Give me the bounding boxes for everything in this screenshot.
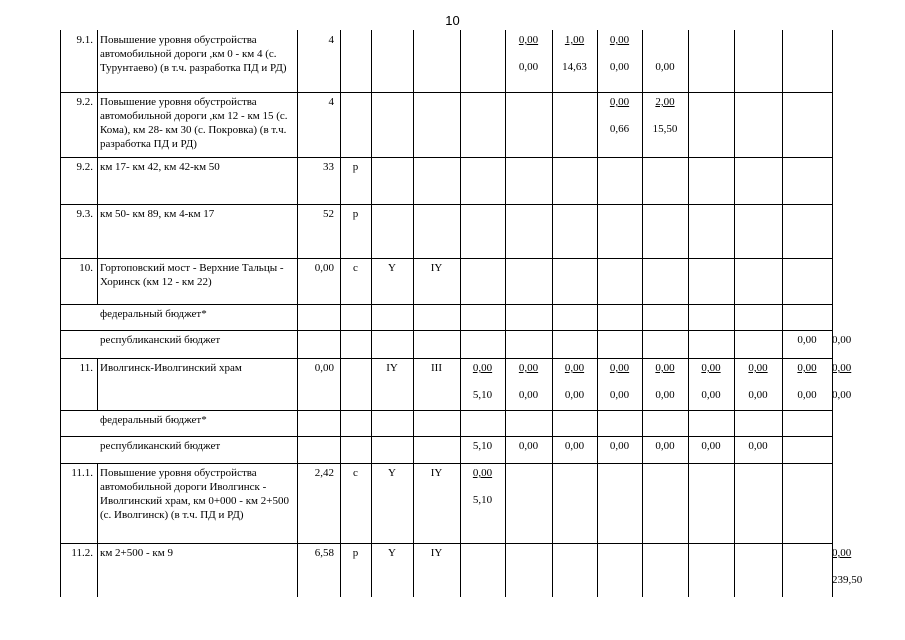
row-length: 52 [323, 208, 334, 220]
value-cell: 15,50 [652, 123, 678, 135]
row-category-from: Y [388, 547, 396, 559]
row-category-to: IY [430, 467, 443, 479]
value-cell: 0,00 [609, 440, 630, 452]
value-cell: 0,00 [655, 61, 675, 73]
row-category-to: IY [430, 262, 443, 274]
row-surface-type: р [352, 547, 359, 559]
row-name: км 50- км 89, км 4-км 17 [100, 208, 215, 220]
row-number: 9.2. [76, 161, 93, 173]
row-number: 11.2. [71, 547, 93, 559]
value-cell: 0,00 [655, 362, 675, 374]
value-cell: 0,00 [655, 389, 675, 401]
value-cell: 0,00 [701, 440, 721, 452]
row-length: 0,00 [314, 362, 334, 374]
value-cell: 5,10 [472, 389, 493, 401]
value-cell: 0,00 [472, 362, 493, 374]
value-cell: 0,00 [518, 362, 539, 374]
row-category-to: III [431, 362, 442, 374]
value-cell: 0,00 [518, 389, 539, 401]
value-cell: 0,00 [472, 467, 493, 479]
page-number: 10 [445, 13, 460, 28]
value-cell: 0,00 [655, 440, 675, 452]
value-cell: 0,00 [609, 61, 630, 73]
row-name: Повышение уровня обустройства автомобильной дороги ,км 0 - км 4 (с. Турунтаево) (в т.ч. разработка ПД и РД) [100, 34, 287, 74]
value-cell: 0,00 [832, 362, 852, 374]
row-surface-type: р [352, 161, 359, 173]
value-cell: 0,00 [609, 96, 630, 108]
row-name: Повышение уровня обустройства автомобильной дороги ,км 12 - км 15 (с. Кома), км 28- км 30 (с. Покровка) (в т.ч. разработка ПД и РД) [100, 96, 288, 150]
value-cell: 0,00 [609, 34, 630, 46]
value-cell: 0,00 [797, 362, 817, 374]
row-number: 11. [79, 362, 93, 374]
value-cell: 0,00 [797, 389, 817, 401]
value-cell: 14,63 [562, 61, 587, 73]
value-cell: 1,00 [564, 34, 585, 46]
row-category-from: Y [388, 467, 396, 479]
row-number: 10. [79, 262, 93, 274]
row-name: Гортоповский мост - Верхние Тальцы - Хоринск (км 12 - км 22) [100, 262, 284, 288]
row-name: республиканский бюджет [100, 334, 221, 346]
row-length: 4 [328, 34, 334, 46]
row-name: км 17- км 42, км 42-км 50 [100, 161, 220, 173]
value-cell: 0,00 [518, 61, 539, 73]
value-cell: 5,10 [472, 494, 493, 506]
value-cell: 0,00 [797, 334, 817, 346]
value-cell: 0,00 [518, 34, 539, 46]
value-cell: 0,00 [748, 389, 768, 401]
row-length: 33 [323, 161, 334, 173]
row-category-from: Y [388, 262, 396, 274]
value-cell: 0,00 [564, 440, 585, 452]
row-surface-type: с [353, 467, 358, 479]
value-cell: 0,00 [748, 440, 768, 452]
value-cell: 0,00 [609, 362, 630, 374]
value-cell: 0,00 [701, 362, 721, 374]
row-category-to: IY [430, 547, 443, 559]
row-name: федеральный бюджет* [100, 414, 207, 426]
row-number: 9.2. [76, 96, 93, 108]
row-category-from: IY [386, 362, 398, 374]
value-cell: 0,00 [701, 389, 721, 401]
value-cell: 0,00 [564, 389, 585, 401]
row-name: Иволгинск-Иволгинский храм [100, 362, 242, 374]
row-name: Повышение уровня обустройства автомобильной дороги Иволгинск - Иволгинский храм, км 0+000 - км 2+500 (с. Иволгинск) (в т.ч. ПД и РД) [100, 467, 289, 521]
row-length: 0,00 [314, 262, 334, 274]
row-number: 9.1. [76, 34, 93, 46]
value-cell: 0,00 [518, 440, 539, 452]
row-length: 6,58 [314, 547, 334, 559]
row-number: 11.1. [71, 467, 93, 479]
row-name: республиканский бюджет [100, 440, 221, 452]
value-cell: 0,66 [609, 123, 630, 135]
value-cell: 0,00 [832, 389, 852, 401]
value-cell: 2,00 [655, 96, 675, 108]
value-cell: 0,00 [748, 362, 768, 374]
value-cell: 0,00 [609, 389, 630, 401]
value-cell: 0,00 [564, 362, 585, 374]
value-cell: 239,50 [832, 574, 863, 586]
value-cell: 0,00 [832, 547, 852, 559]
row-surface-type: р [352, 208, 359, 220]
row-name: км 2+500 - км 9 [100, 547, 173, 559]
row-name: федеральный бюджет* [100, 308, 207, 320]
value-cell: 5,10 [472, 440, 493, 452]
row-surface-type: с [353, 262, 358, 274]
row-length: 4 [328, 96, 334, 108]
value-cell: 0,00 [832, 334, 852, 346]
row-number: 9.3. [76, 208, 93, 220]
row-length: 2,42 [314, 467, 334, 479]
